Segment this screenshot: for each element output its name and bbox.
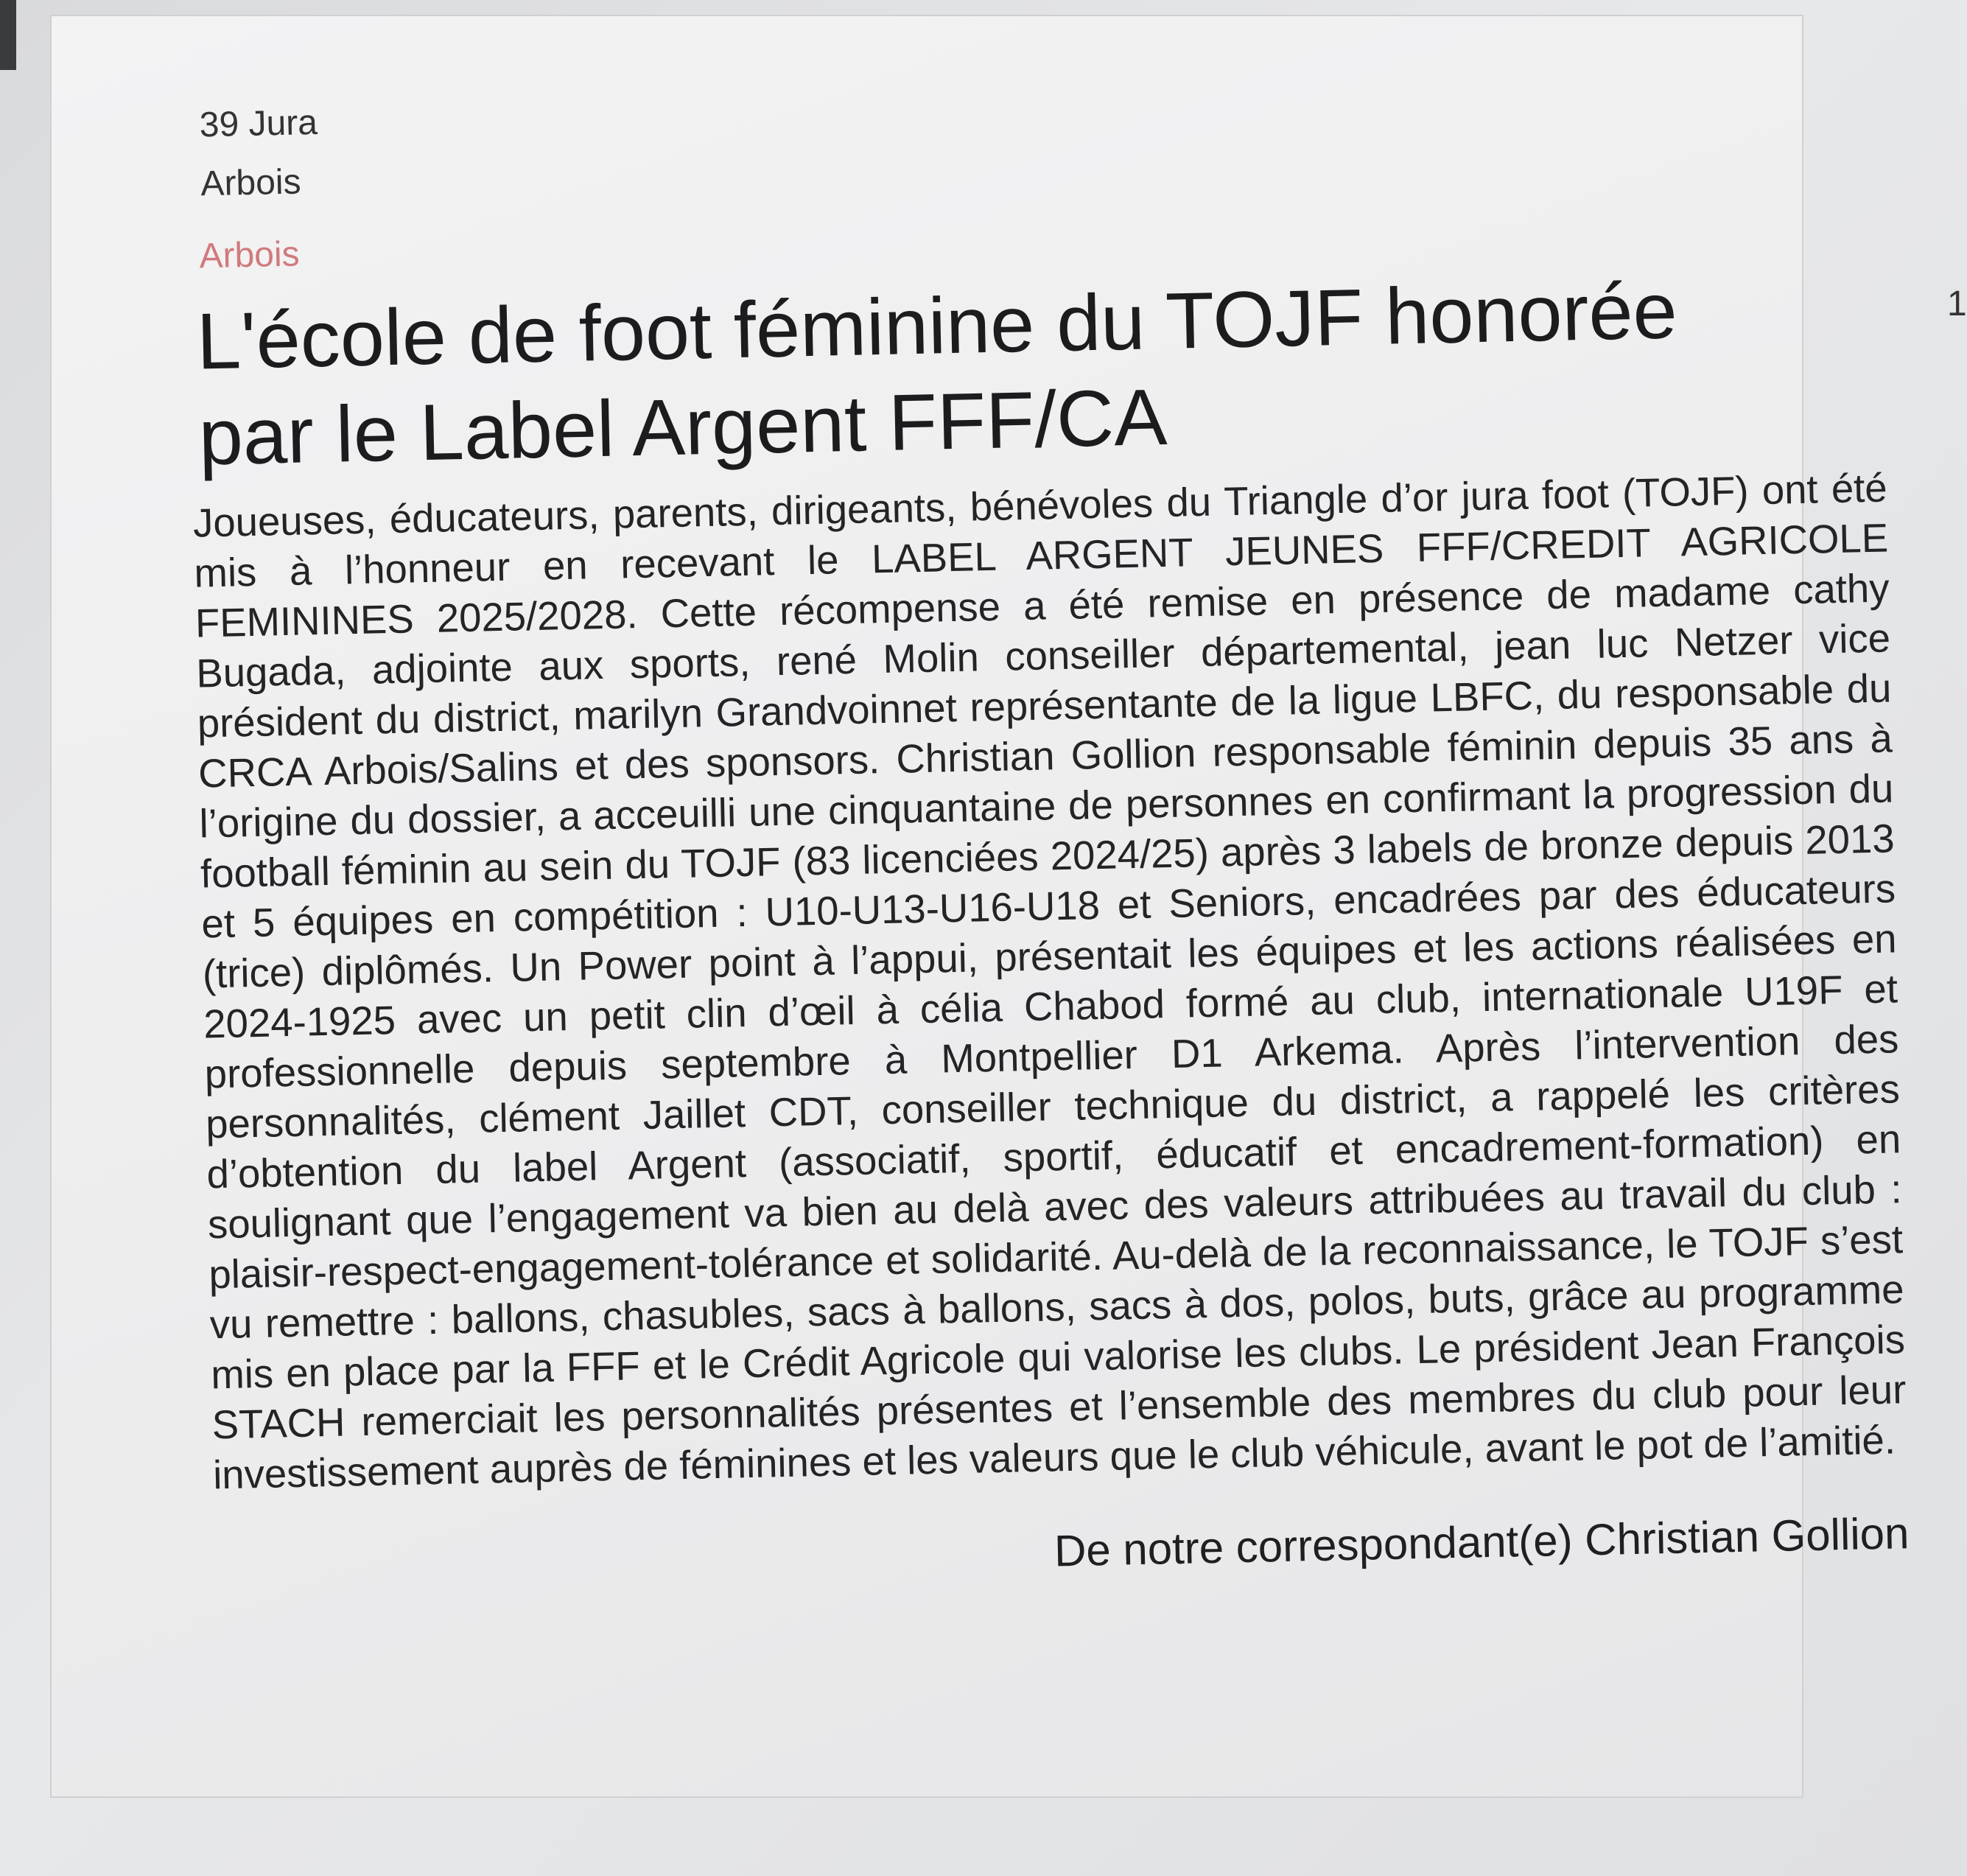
article-headline: L'école de foot féminine du TOJF honorée par le Label Argent FFF/CA: [195, 265, 1678, 482]
page-edge: [0, 0, 16, 70]
department-label: 39 Jura: [199, 102, 318, 145]
article-byline: De notre correspondant(e) Christian Gollion: [1053, 1508, 1910, 1576]
page-number: 1: [1947, 284, 1967, 323]
section-kicker: Arbois: [198, 234, 301, 276]
article-sheet: [50, 15, 1910, 1798]
city-label: Arbois: [200, 162, 302, 204]
article-content: [140, 64, 1910, 1603]
article-body: Joueuses, éducateurs, parents, dirigeants, bénévoles du Triangle d’or jura foot (TOJF) ont été mis à l’honneur en recevant le LABEL ARGENT JEUNES FFF/CREDIT AGRICOLE FEMININES 2025/2028. Cette récompense a été remise en présence de madame cathy Bugada, adjointe aux sports, rené Molin conseiller départemental, jean luc Netzer vice président du district, marilyn Grandvoinnet représentante de la ligue LBFC, du responsable du CRCA Arbois/Salins et des sponsors. Christian Gollion responsable féminin depuis 35 ans à l’origine du dossier, a acceuilli une cinquantaine de personnes en confirmant la progression du football féminin au sein du TOJF (83 licenciées 2024/25) après 3 labels de bronze depuis 2013 et 5 équipes en compétition : U10-U13-U16-U18 et Seniors, encadrées par des éducateurs (trice) diplômés. Un Power point à l’appui, présentait les équipes et les actions réalisées en 2024-1925 avec un petit clin d’œil à célia Chabod formé au club, internationale U19F et professionnelle depuis septembre à Montpellier D1 Arkema. Après l’intervention des personnalités, clément Jaillet CDT, conseiller technique du district, a rappelé les critères d’obtention du label Argent (associatif, sportif, éducatif et encadrement-formation) en soulignant que l’engagement va bien au delà avec des valeurs attribuées au travail du club : plaisir-respect-engagement-tolérance et solidarité. Au-delà de la reconnaissance, le TOJF s’est vu remettre : ballons, chasubles, sacs à ballons, sacs à dos, polos, buts, grâce au programme mis en place par la FFF et le Crédit Agricole qui valorise les clubs. Le président Jean François STACH remerciait les personnalités présentes et l’ensemble des membres du club pour leur investissement auprès de féminines et les valeurs que le club véhicule, avant le pot de l’amitié.: [192, 465, 1907, 1498]
